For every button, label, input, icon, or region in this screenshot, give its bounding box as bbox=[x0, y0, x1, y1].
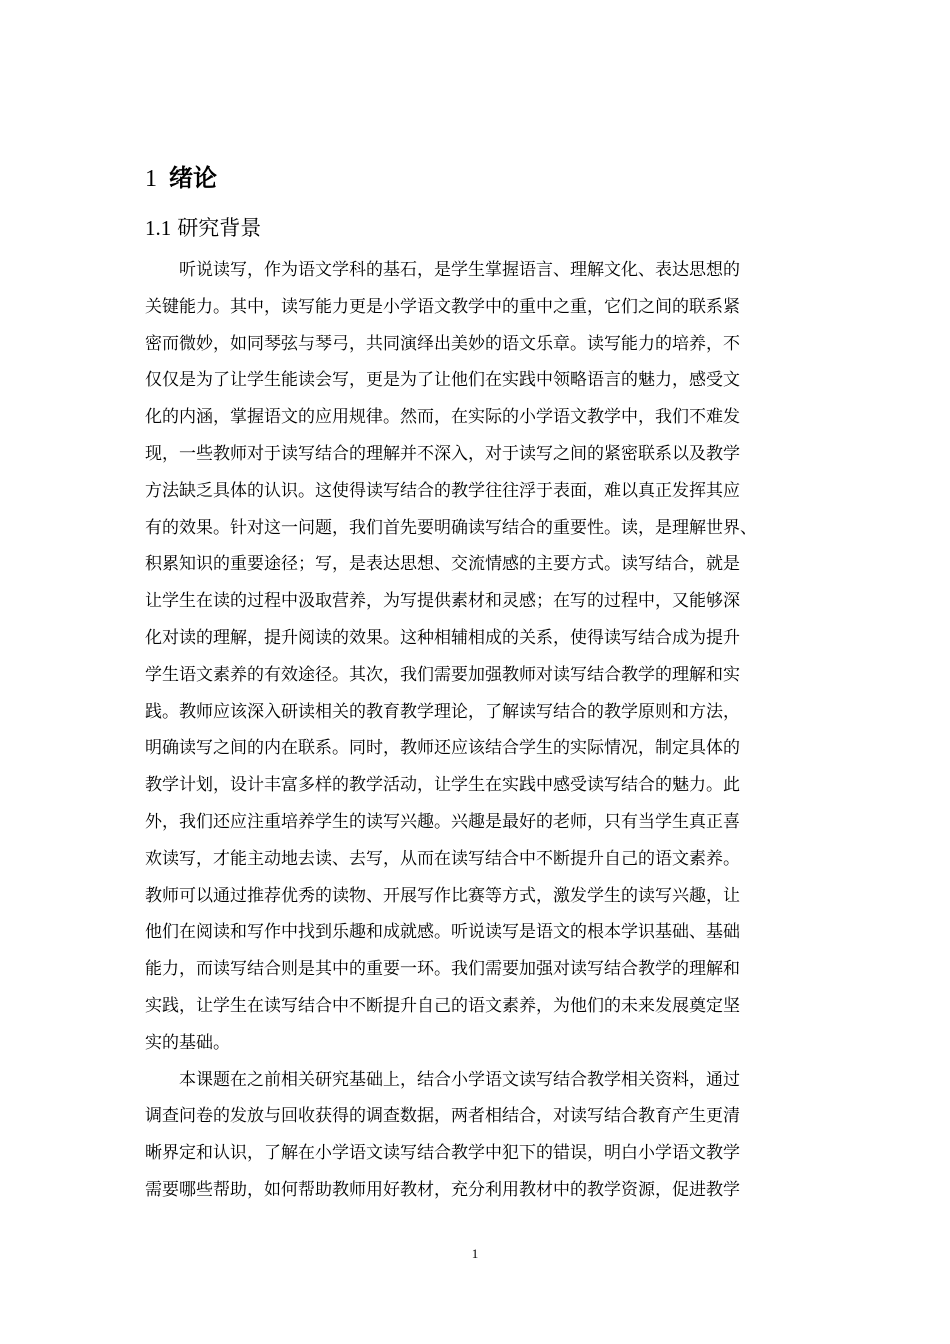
text-line: 有的效果。针对这一问题，我们首先要明确读写结合的重要性。读，是理解世界、 bbox=[145, 517, 757, 538]
text-line: 听说读写，作为语文学科的基石，是学生掌握语言、理解文化、表达思想的 bbox=[179, 260, 740, 280]
chapter-title: 绪论 bbox=[169, 163, 217, 192]
paragraph bbox=[145, 252, 810, 1062]
chapter-heading bbox=[145, 158, 217, 199]
text-line: 践。教师应该深入研读相关的教育教学理论，了解读写结合的教学原则和方法， bbox=[145, 701, 740, 722]
body-text bbox=[145, 252, 810, 1209]
text-line: 仅仅是为了让学生能读会写，更是为了让他们在实践中领略语言的魅力，感受文 bbox=[145, 370, 740, 391]
text-line: 明确读写之间的内在联系。同时，教师还应该结合学生的实际情况，制定具体的 bbox=[145, 738, 740, 759]
text-line: 化对读的理解，提升阅读的效果。这种相辅相成的关系，使得读写结合成为提升 bbox=[145, 627, 740, 648]
text-line: 外，我们还应注重培养学生的读写兴趣。兴趣是最好的老师，只有当学生真正喜 bbox=[145, 811, 740, 832]
text-line: 密而微妙，如同琴弦与琴弓，共同演绎出美妙的语文乐章。读写能力的培养，不 bbox=[145, 333, 740, 354]
page-number: 1 bbox=[471, 1246, 479, 1261]
text-line: 实的基础。 bbox=[145, 1032, 230, 1053]
text-line: 积累知识的重要途径；写，是表达思想、交流情感的主要方式。读写结合，就是 bbox=[145, 554, 740, 575]
text-line: 关键能力。其中，读写能力更是小学语文教学中的重中之重，它们之间的联系紧 bbox=[145, 296, 740, 317]
text-line: 本课题在之前相关研究基础上，结合小学语文读写结合教学相关资料，通过 bbox=[179, 1069, 740, 1090]
page-footer bbox=[0, 1246, 950, 1262]
section-title: 研究背景 bbox=[177, 216, 262, 240]
text-line: 调查问卷的发放与回收获得的调查数据，两者相结合，对读写结合教育产生更清 bbox=[145, 1106, 740, 1127]
text-line: 欢读写，才能主动地去读、去写，从而在读写结合中不断提升自己的语文素养。 bbox=[145, 848, 740, 869]
chapter-number: 1 bbox=[145, 166, 157, 192]
section-heading bbox=[145, 210, 261, 246]
text-line: 能力，而读写结合则是其中的重要一环。我们需要加强对读写结合教学的理解和 bbox=[145, 959, 740, 980]
text-line: 晰界定和认识，了解在小学语文读写结合教学中犯下的错误，明白小学语文教学 bbox=[145, 1143, 740, 1164]
text-line: 学生语文素养的有效途径。其次，我们需要加强教师对读写结合教学的理解和实 bbox=[145, 664, 740, 685]
text-line: 教学计划，设计丰富多样的教学活动，让学生在实践中感受读写结合的魅力。此 bbox=[145, 775, 740, 796]
text-line: 实践，让学生在读写结合中不断提升自己的语文素养，为他们的未来发展奠定坚 bbox=[145, 995, 740, 1016]
text-line: 化的内涵，掌握语文的应用规律。然而，在实际的小学语文教学中，我们不难发 bbox=[145, 407, 740, 428]
text-line: 他们在阅读和写作中找到乐趣和成就感。听说读写是语文的根本学识基础、基础 bbox=[145, 922, 740, 943]
text-line: 现，一些教师对于读写结合的理解并不深入，对于读写之间的紧密联系以及教学 bbox=[145, 443, 740, 464]
text-line: 方法缺乏具体的认识。这使得读写结合的教学往往浮于表面，难以真正发挥其应 bbox=[145, 480, 740, 501]
text-line: 教师可以通过推荐优秀的读物、开展写作比赛等方式，激发学生的读写兴趣，让 bbox=[145, 885, 740, 906]
section-number: 1.1 bbox=[145, 216, 172, 240]
text-line: 让学生在读的过程中汲取营养，为写提供素材和灵感；在写的过程中，又能够深 bbox=[145, 591, 740, 612]
text-line: 需要哪些帮助，如何帮助教师用好教材，充分利用教材中的教学资源，促进教学 bbox=[145, 1179, 740, 1200]
paragraph bbox=[145, 1062, 810, 1209]
